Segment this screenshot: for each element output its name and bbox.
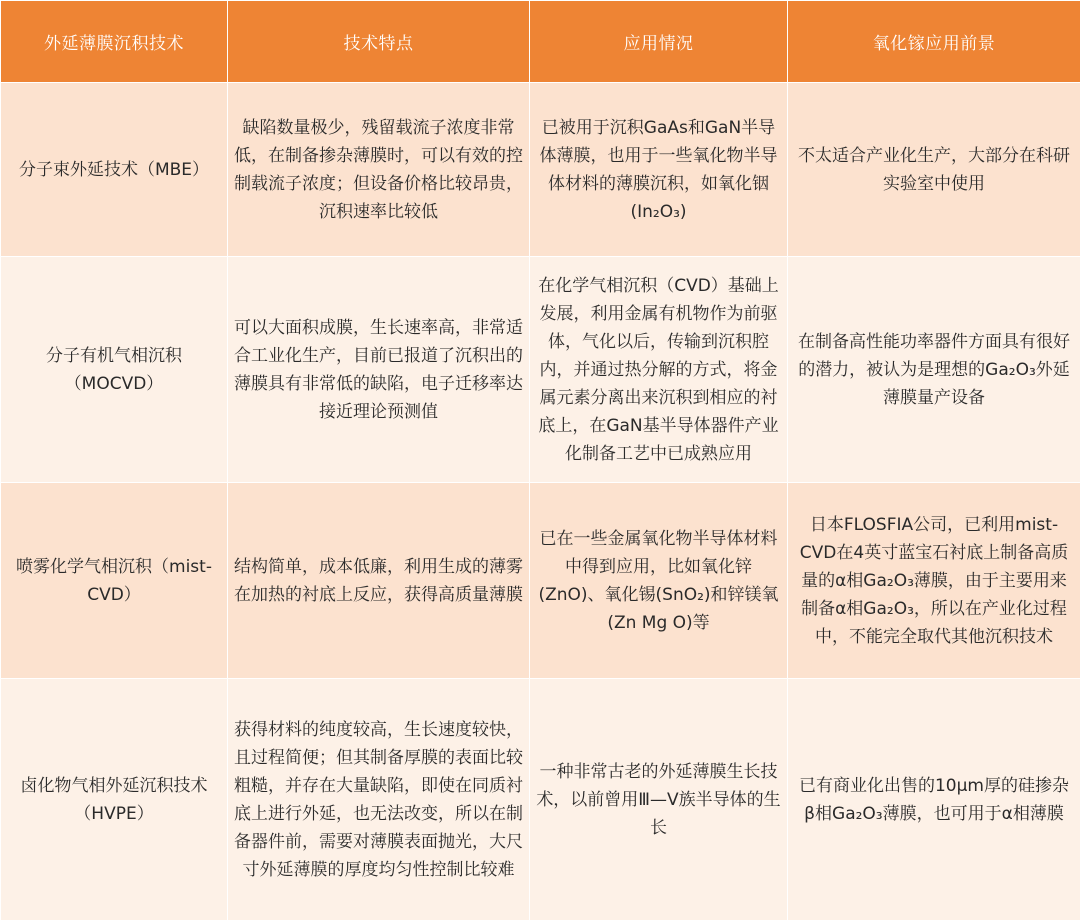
cell-text: 分子束外延技术（MBE） — [7, 156, 221, 184]
cell-text: 可以大面积成膜，生长速率高，非常适合工业化生产，目前已报道了沉积出的薄膜具有非常低的缺陷，电子迁移率达接近理论预测值 — [234, 314, 523, 426]
header-technique: 外延薄膜沉积技术 — [1, 1, 228, 83]
header-application: 应用情况 — [530, 1, 788, 83]
cell-text: 日本FLOSFIA公司，已利用mist-CVD在4英寸蓝宝石衬底上制备高质量的α相Ga₂O₃薄膜，由于主要用来制备α相Ga₂O₃，所以在产业化过程中，不能完全取代其他沉积技术 — [794, 511, 1074, 651]
cell-features — [228, 483, 530, 679]
cell-text: 喷雾化学气相沉积（mist-CVD） — [7, 553, 221, 609]
cell-features — [228, 679, 530, 921]
header-outlook: 氧化镓应用前景 — [788, 1, 1080, 83]
cell-text: 缺陷数量极少，残留载流子浓度非常低，在制备掺杂薄膜时，可以有效的控制载流子浓度；但设备价格比较昂贵，沉积速率比较低 — [234, 114, 523, 226]
cell-technique — [1, 83, 228, 257]
cell-text: 卤化物气相外延沉积技术（HVPE） — [7, 772, 221, 828]
cell-application — [530, 83, 788, 257]
cell-text: 一种非常古老的外延薄膜生长技术，以前曾用Ⅲ—Ⅴ族半导体的生长 — [536, 758, 781, 842]
table-row — [1, 83, 1080, 257]
cell-outlook — [788, 483, 1080, 679]
cell-text: 获得材料的纯度较高，生长速度较快，且过程简便；但其制备厚膜的表面比较粗糙，并存在大量缺陷，即使在同质衬底上进行外延，也无法改变，所以在制备器件前，需要对薄膜表面抛光，大尺寸外延薄膜的厚度均匀性控制比较难 — [234, 716, 523, 884]
cell-text: 在化学气相沉积（CVD）基础上发展，利用金属有机物作为前驱体，气化以后，传输到沉积腔内，并通过热分解的方式，将金属元素分离出来沉积到相应的衬底上，在GaN基半导体器件产业化制备工艺中已成熟应用 — [536, 272, 781, 468]
cell-application — [530, 257, 788, 483]
cell-outlook — [788, 679, 1080, 921]
table-row — [1, 483, 1080, 679]
cell-outlook — [788, 257, 1080, 483]
cell-text: 已有商业化出售的10μm厚的硅掺杂β相Ga₂O₃薄膜，也可用于α相薄膜 — [794, 772, 1074, 828]
table-row — [1, 679, 1080, 921]
table-row — [1, 257, 1080, 483]
cell-text: 不太适合产业化生产，大部分在科研实验室中使用 — [794, 142, 1074, 198]
cell-outlook — [788, 83, 1080, 257]
table-header-row — [1, 1, 1080, 83]
cell-features — [228, 257, 530, 483]
cell-text: 结构简单，成本低廉，利用生成的薄雾在加热的衬底上反应，获得高质量薄膜 — [234, 553, 523, 609]
header-features: 技术特点 — [228, 1, 530, 83]
cell-text: 已被用于沉积GaAs和GaN半导体薄膜，也用于一些氧化物半导体材料的薄膜沉积，如氧化铟(In₂O₃) — [536, 114, 781, 226]
cell-technique — [1, 679, 228, 921]
cell-application — [530, 679, 788, 921]
cell-application — [530, 483, 788, 679]
cell-text: 已在一些金属氧化物半导体材料中得到应用，比如氧化锌(ZnO)、氧化锡(SnO₂)和锌镁氧(Zn Mg O)等 — [536, 525, 781, 637]
cell-text: 分子有机气相沉积（MOCVD） — [7, 342, 221, 398]
cell-technique — [1, 257, 228, 483]
cell-features — [228, 83, 530, 257]
cell-text: 在制备高性能功率器件方面具有很好的潜力，被认为是理想的Ga₂O₃外延薄膜量产设备 — [794, 328, 1074, 412]
cell-technique — [1, 483, 228, 679]
